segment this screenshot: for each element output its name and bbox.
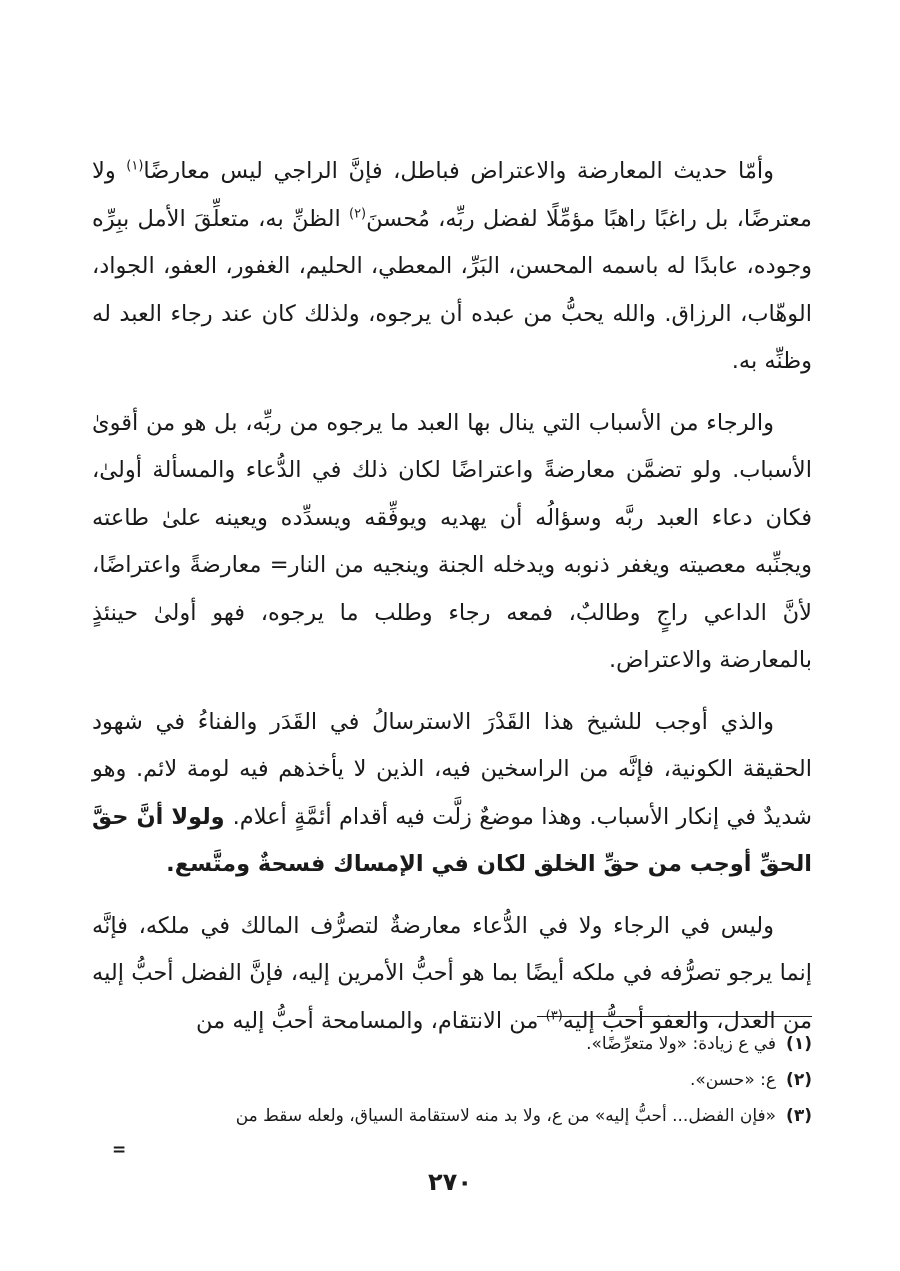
page-number: ٢٧٠ [428, 1168, 472, 1196]
footnote-number: (٣) [786, 1106, 812, 1126]
paragraph-1-part-3: الظنِّ به، متعلِّقَ الأمل ببِرِّه وجوده، عابدًا له باسمه المحسن، البَرِّ، المعطي، الحليم، الغفور، العفو، الجواد، الوهّاب، الرزاق. والله يحبُّ من عبده أن يرجوه، ولذلك كان عند رجاء العبد له وظنِّه به. [92, 205, 812, 374]
footnotes [92, 1030, 812, 1138]
paragraph-3 [92, 699, 812, 889]
footnote-ref-2: (٢) [348, 206, 367, 221]
footnote-ref-3: (٣) [545, 1008, 563, 1023]
footnote-number: (١) [786, 1034, 812, 1054]
paragraph-1-part-1: وأمّا حديث المعارضة والاعتراض فباطل، فإنَّ الراجي ليس معارضًا [143, 158, 774, 184]
paragraph-4-part-2: من الانتقام، والمسامحة أحبُّ إليه من [196, 1007, 546, 1034]
footnote-text: ع: «حسن». [689, 1070, 777, 1090]
footnote-3 [92, 1102, 812, 1130]
paragraph-1-part-2: ولا معترضًا، بل راغبًا راهبًا مؤمِّلًا لفضل ربِّه، مُحسنَ [92, 158, 812, 232]
paragraph-2: والرجاء من الأسباب التي ينال بها العبد ما يرجوه من ربِّه، بل هو من أقوىٰ الأسباب. ولو تضمَّن معارضةً واعتراضًا لكان ذلك في الدُّعاء والمسألة أولىٰ، فكان دعاء العبد ربَّه وسؤالُه أن يهديه ويوفِّقه ويسدِّده ويعينه علىٰ طاعته ويجنِّبه معصيته ويغفر ذنوبه ويدخله الجنة وينجيه من النار= معارضةً واعتراضًا، لأنَّ الداعي راجٍ وطالبٌ، فمعه رجاء وطلب ما يرجوه، فهو أولىٰ حينئذٍ بالمعارضة والاعتراض. [92, 409, 812, 673]
paragraph-4 [92, 903, 812, 1046]
footnote-number: (٢) [786, 1070, 812, 1090]
footnote-divider [537, 1016, 812, 1017]
main-text [92, 148, 812, 1059]
paragraph-1 [92, 148, 812, 386]
continuation-mark: = [112, 1140, 127, 1160]
footnote-1 [92, 1030, 812, 1058]
paragraph-3-bold-text: ولولا أنَّ حقَّ الحقِّ أوجب من حقِّ الخلق لكان في الإمساك فسحةٌ ومتَّسع. [92, 803, 812, 877]
footnote-text: «فإن الفضل... أحبُّ إليه» من ع، ولا بد منه لاستقامة السياق، ولعله سقط من [235, 1106, 777, 1126]
paragraph-4-part-1: وليس في الرجاء ولا في الدُّعاء معارضةٌ لتصرُّف المالك في ملكه، فإنَّه إنما يرجو تصرُّفه في ملكه أيضًا بما هو أحبُّ الأمرين إليه، فإنَّ الفضل أحبُّ إليه من العدل، والعفو أحبُّ إليه [92, 912, 812, 1034]
footnote-ref-1: (١) [126, 158, 144, 174]
paragraph-3-text: والذي أوجب للشيخ هذا القَدْرَ الاسترسالُ في القَدَر والفناءُ في شهود الحقيقة الكونية، فإنَّه من الراسخين فيه، الذين لا يأخذهم فيه لومة لائم. وهو شديدٌ في إنكار الأسباب. وهذا موضعٌ زلَّت فيه أقدام أئمَّةٍ أعلام. [92, 708, 812, 830]
footnote-2 [92, 1066, 812, 1094]
footnote-text: في ع زيادة: «ولا متعرِّضًا». [586, 1034, 777, 1054]
